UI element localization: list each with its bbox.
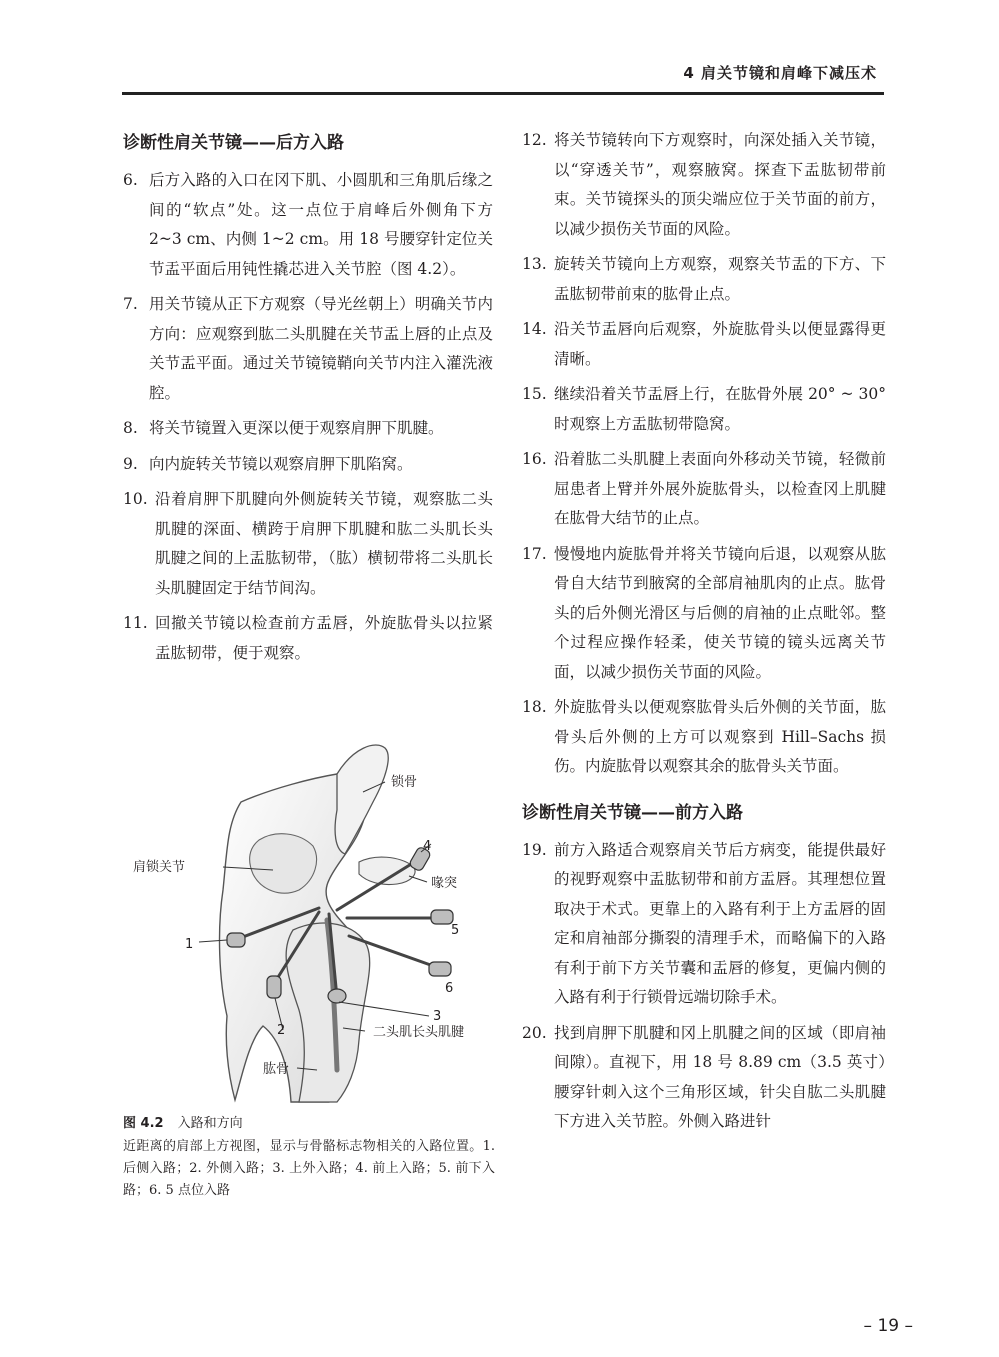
step-number: 13. [522,255,547,273]
step-text: 外旋肱骨头以便观察肱骨头后外侧的关节面，肱骨头后外侧的上方可以观察到 Hill–Sachs 损伤。内旋肱骨以观察其余的肱骨头关节面。 [554,698,886,775]
step-item [522,540,886,688]
step-number: 18. [522,698,547,716]
step-number: 6. [123,171,138,189]
step-text: 后方入路的入口在冈下肌、小圆肌和三角肌后缘之间的“软点”处。这一点位于肩峰后外侧角下方 2~3 cm、内侧 1~2 cm。用 18 号腰穿针定位关节盂平面后用钝性撬芯进入关节腔（图 4.2）。 [149,171,493,278]
label-portal-3: 3 [433,1009,442,1024]
step-text: 旋转关节镜向上方观察，观察关节盂的下方、下盂肱韧带前束的肱骨止点。 [554,255,886,303]
figure-number: 图 4.2 [123,1116,164,1131]
label-portal-5: 5 [451,923,460,938]
step-item [123,414,493,444]
section-heading-posterior: 诊断性肩关节镜——后方入路 [123,133,344,153]
step-text: 将关节镜转向下方观察时，向深处插入关节镜，以“穿透关节”，观察腋窝。探查下盂肱韧带前束。关节镜探头的顶尖端应位于关节面的前方，以减少损伤关节面的风险。 [554,131,886,238]
step-text: 用关节镜从正下方观察（导光丝朝上）明确关节内方向：应观察到肱二头肌腱在关节盂上唇的止点及关节盂平面。通过关节镜镜鞘向关节内注入灌洗液腔。 [149,295,493,402]
step-number: 14. [522,320,547,338]
step-number: 17. [522,544,547,563]
caption-body: 近距离的肩部上方视图，显示与骨骼标志物相关的入路位置。1. 后侧入路；2. 外侧入路；3. 上外入路；4. 前上入路；5. 前下入路；6. 5 点位入路 [123,1139,495,1198]
step-item [522,126,886,244]
clavicle-shape [335,745,388,854]
step-item [123,485,493,603]
page-number: – 19 – [863,1316,913,1336]
step-number: 19. [522,840,547,859]
label-biceps-tendon: 二头肌长头肌腱 [373,1025,465,1040]
caption-title [123,1112,495,1136]
step-item [522,836,886,1013]
step-item [123,290,493,408]
label-portal-1: 1 [185,937,194,952]
step-item [522,693,886,782]
step-text: 回撤关节镜以检查前方盂唇，外旋肱骨头以拉紧盂肱韧带，便于观察。 [155,614,493,662]
step-number: 8. [123,419,138,437]
step-text: 沿着肩胛下肌腱向外侧旋转关节镜，观察肱二头肌腱的深面、横跨于肩胛下肌腱和肱二头肌长头肌腱之间的上盂肱韧带，（肱）横韧带将二头肌长头肌腱固定于结节间沟。 [155,490,493,597]
figure-title: 入路和方向 [177,1116,243,1131]
step-text: 将关节镜置入更深以便于观察肩胛下肌腱。 [149,419,444,437]
section-heading-anterior: 诊断性肩关节镜——前方入路 [522,802,743,823]
step-number: 10. [123,490,148,508]
step-item [123,609,493,668]
figure-caption [123,1112,495,1202]
step-number: 9. [123,454,138,473]
step-item [522,445,886,534]
step-item [522,1019,886,1137]
label-coracoid: 喙突 [431,876,458,891]
step-text: 向内旋转关节镜以观察肩胛下肌陷窝。 [149,454,413,473]
step-number: 16. [522,450,547,468]
label-portal-2: 2 [277,1023,286,1038]
step-number: 7. [123,295,138,313]
step-item [123,166,493,284]
step-text: 前方入路适合观察肩关节后方病变，能提供最好的视野观察中盂肱韧带和前方盂唇。其理想位置取决于术式。更靠上的入路有利于上方盂唇的固定和肩袖部分撕裂的清理手术，而略偏下的入路有利于前下方关节囊和盂唇的修复，更偏内侧的入路有利于行锁骨远端切除手术。 [554,840,886,1006]
step-number: 15. [522,385,547,403]
label-clavicle: 锁骨 [391,775,418,790]
step-number: 20. [522,1023,547,1042]
step-text: 继续沿着关节盂唇上行，在肱骨外展 20° ~ 30° 时观察上方盂肱韧带隐窝。 [554,385,886,433]
right-column [522,126,886,1143]
shoulder-illustration [123,740,493,1110]
step-item [123,450,493,480]
step-item [522,380,886,439]
step-text: 沿关节盂唇向后观察，外旋肱骨头以便显露得更清晰。 [554,320,886,368]
header-rule [122,92,884,95]
step-text: 慢慢地内旋肱骨并将关节镜向后退，以观察从肱骨自大结节到腋窝的全部肩袖肌肉的止点。肱骨头的后外侧光滑区与后侧的肩袖的止点毗邻。整个过程应操作轻柔，使关节镜的镜头远离关节面，以减少损伤关节面的风险。 [554,544,886,681]
step-item [522,250,886,309]
label-portal-6: 6 [445,981,454,996]
label-humerus: 肱骨 [263,1062,290,1077]
chapter-header: 4 肩关节镜和肩峰下减压术 [683,64,877,82]
label-portal-4: 4 [423,839,432,854]
label-ac-joint: 肩锁关节 [133,860,186,875]
step-text: 找到肩胛下肌腱和冈上肌腱之间的区域（即肩袖间隙）。直视下，用 18 号 8.89 cm（3.5 英寸）腰穿针刺入这个三角形区域，针尖自肱二头肌腱下方进入关节腔。外侧入路进针 [554,1023,886,1130]
step-text: 沿着肱二头肌腱上表面向外移动关节镜，轻微前屈患者上臂并外展外旋肱骨头，以检查冈上肌腱在肱骨大结节的止点。 [554,450,886,527]
step-number: 11. [123,614,148,632]
step-item [522,315,886,374]
left-column [123,126,493,674]
step-number: 12. [522,131,547,149]
